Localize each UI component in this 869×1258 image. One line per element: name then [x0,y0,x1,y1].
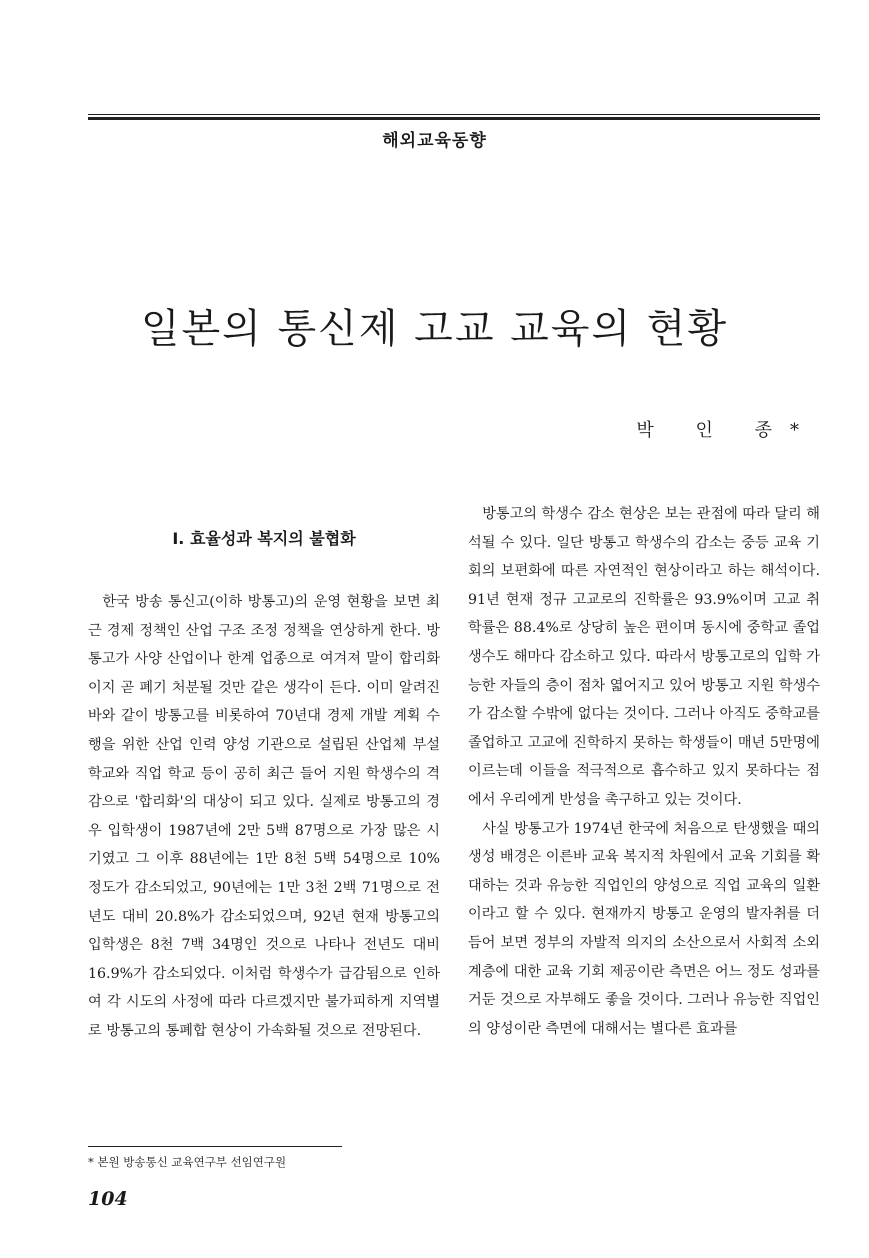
author-name: 박 인 종* [636,420,817,441]
article-title: 일본의 통신제 고교 교육의 현황 [140,305,729,352]
paragraph: 방통고의 학생수 감소 현상은 보는 관점에 따라 달리 해석될 수 있다. 일단 방통고 학생수의 감소는 중등 교육 기회의 보편화에 따른 자연적인 현상이라고 하는 해석이다. 91년 현재 정규 고교로의 진학률은 93.9%이며 고교 취학률은 88.4%로 상당히 높은 편이며 동시에 중학교 졸업생수도 해마다 감소하고 있다. 따라서 방통고로의 입학 가능한 자들의 층이 점차 엷어지고 있어 방통고 지원 학생수가 감소할 수밖에 없다는 것이다. 그러나 아직도 중학교를 졸업하고 고교에 진학하지 못하는 학생들이 매년 5만명에 이르는데 이들을 적극적으로 흡수하고 있지 못하다는 점에서 우리에게 반성을 촉구하고 있는 것이다. [468,506,820,808]
paragraph: 사실 방통고가 1974년 한국에 처음으로 탄생했을 때의 생성 배경은 이른바 교육 복지적 차원에서 교육 기회를 확대하는 것과 유능한 직업인의 양성으로 직업 교육의 일환이라고 할 수 있다. 현재까지 방통고 운영의 발자취를 더듬어 보면 정부의 자발적 의지의 소산으로서 사회적 소외 계층에 대한 교육 기회 제공이란 측면은 어느 정도 성과를 거둔 것으로 자부해도 좋을 것이다. 그러나 유능한 직업인의 양성이란 측면에 대해서는 별다른 효과를 [468,820,820,1037]
footnote: * 본원 방송통신 교육연구부 선임연구원 [88,1155,287,1169]
left-column [88,588,440,1046]
top-rule [88,113,820,120]
section-label: 해외교육동향 [382,131,487,151]
footnote-rule [88,1146,342,1147]
paragraph: 한국 방송 통신고(이하 방통고)의 운영 현황을 보면 최근 경제 정책인 산업 구조 조정 정책을 연상하게 한다. 방통고가 사양 산업이나 한계 업종으로 여겨져 말이 합리화이지 곧 폐기 처분될 것만 같은 생각이 든다. 이미 알려진 바와 같이 방통고를 비롯하여 70년대 경제 개발 계획 수행을 위한 산업 인력 양성 기관으로 설립된 산업체 부설 학교와 직업 학교 등이 공히 최근 들어 지원 학생수의 격감으로 '합리화'의 대상이 되고 있다. 실제로 방통고의 경우 입학생이 1987년에 2만 5백 87명으로 가장 많은 시기였고 그 이후 88년에는 1만 8천 5백 54명으로 10% 정도가 감소되었고, 90년에는 1만 3천 2백 71명으로 전년도 대비 20.8%가 감소되었으며, 92년 현재 방통고의 입학생은 8천 7백 34명인 것으로 나타나 전년도 대비 16.9%가 감소되었다. 이처럼 학생수가 급감됨으로 인하여 각 시도의 사정에 따라 다르겠지만 불가피하게 지역별로 방통고의 통폐합 현상이 가속화될 것으로 전망된다. [88,594,440,1039]
right-column [468,500,820,1043]
page-number: 104 [88,1188,128,1210]
section-heading: Ⅰ. 효율성과 복지의 불협화 [172,529,356,548]
